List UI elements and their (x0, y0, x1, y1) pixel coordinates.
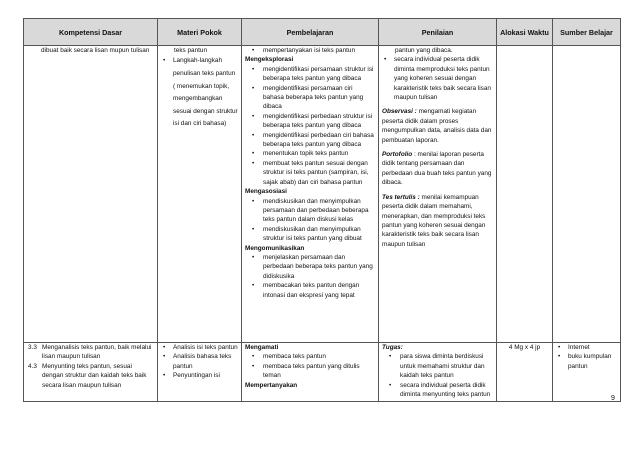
header-kompetensi-dasar: Kompetensi Dasar (24, 19, 158, 46)
list-item: • membaca teks pantun yang ditulis teman (245, 362, 375, 381)
syllabus-table (23, 18, 621, 402)
tes-tertulis-text: menilai kemampuan peserta didik dalam memahami, menerapkan, dan memproduksi teks pantun yang koheren sesuai dengan karakteristik teks baik secara lisan maupun tulisan (382, 193, 486, 248)
section-heading: Mengamati (245, 344, 279, 351)
penilaian-cell (379, 46, 497, 343)
portofolio-paragraph (382, 150, 493, 188)
header-penilaian: Penilaian (379, 19, 497, 46)
kompetensi-item (28, 362, 154, 390)
list-item: • buku kumpulan pantun (556, 352, 617, 371)
header-materi-pokok: Materi Pokok (158, 19, 242, 46)
materi-bullet: • Langkah-langkah penulisan teks pantun ( menemukan topik, mengembangkan sesuai dengan struktur isi dan ciri bahasa) (161, 55, 238, 131)
section-heading: Mengasosiasi (245, 188, 287, 196)
list-item: • mendiskusikan dan menyimpulkan persamaan dan perbedaan beberapa teks pantun dalam diskusi kelas (245, 197, 375, 225)
header-pembelajaran: Pembelajaran (242, 19, 379, 46)
list-item: • mengidentifikasi persamaan struktur isi beberapa teks pantun yang dibaca (245, 65, 375, 84)
materi-cell (158, 46, 242, 343)
list-item: • Analisis bahasa teks pantun (161, 352, 238, 371)
list-item: • para siswa diminta berdiskusi untuk memahami struktur dan kaidah teks pantun (382, 352, 493, 380)
kompetensi-cell (24, 46, 158, 343)
table-row (24, 46, 621, 343)
pembelajaran-cell (242, 46, 379, 343)
kompetensi-number: 3.3 (28, 344, 37, 351)
penilaian-text: pantun yang dibaca. (395, 47, 453, 54)
kompetensi-item (28, 343, 154, 362)
list-item: • menentukan topik teks pantun (245, 149, 375, 158)
portofolio-label: Portofolio (382, 151, 413, 159)
alokasi-cell (497, 343, 553, 402)
section-heading: Mengomunikasikan (245, 244, 305, 252)
section-heading: Mengeksplorasi (245, 56, 294, 64)
table-row (24, 343, 621, 402)
materi-cell (158, 343, 242, 402)
alokasi-value: 4 Mg x 4 jp (508, 344, 541, 351)
portofolio-text: : menilai laporan peserta didik tentang persamaan dan perbedaan dua buah teks pantun yang dibaca. (382, 151, 492, 187)
observasi-text: mengamati kegiatan peserta didik dalam proses mengumpulkan data, analisis data dan pembuatan laporan. (382, 108, 492, 144)
observasi-label: Observasi : (382, 108, 417, 116)
list-item: • membacakan teks pantun dengan intonasi dan ekspresi yang tepat (245, 281, 375, 300)
list-item: • mengidentifikasi perbedaan struktur isi beberapa teks pantun yang dibaca (245, 112, 375, 131)
list-item: • Penyuntingan isi (161, 371, 238, 380)
observasi-paragraph (382, 107, 493, 145)
list-item: • membaca teks pantun (245, 352, 375, 361)
kompetensi-cell (24, 343, 158, 402)
sumber-cell (553, 343, 621, 402)
list-item: • Internet (556, 343, 617, 352)
header-row (24, 19, 621, 46)
tes-tertulis-label: Tes tertulis : (382, 193, 420, 201)
pembelajaran-cell (242, 343, 379, 402)
list-item: • mengidentifikasi persamaan ciri bahasa beberapa teks pantun yang dibaca (245, 84, 375, 112)
kompetensi-text: dibuat baik secara lisan mupun tulisan (41, 47, 150, 54)
sumber-cell (553, 46, 621, 343)
tes-tertulis-paragraph (382, 193, 493, 249)
header-sumber-belajar: Sumber Belajar (553, 19, 621, 46)
list-item: • mempertanyakan isi teks pantun (245, 46, 375, 55)
list-item: • membuat teks pantun sesuai dengan struktur isi teks pantun (sampiran, isi, sajak abab) dan ciri bahasa pantun (245, 159, 375, 187)
list-item: • secara individual peserta didik diminta memproduksi teks pantun yang koheren sesuai dengan karakteristik teks baik secara lisan maupun tulisan (382, 55, 493, 102)
tugas-label: Tugas: (382, 344, 403, 351)
kompetensi-text: Menganalisis teks pantun, baik melalui lisan maupun tulisan (42, 344, 152, 361)
page-number: 9 (611, 395, 615, 402)
list-item: • secara individual peserta didik diminta menyunting teks pantun (382, 381, 493, 400)
header-alokasi-waktu: Alokasi Waktu (497, 19, 553, 46)
alokasi-cell (497, 46, 553, 343)
list-item: • menjelaskan persamaan dan perbedaan beberapa teks pantun yang didiskusika (245, 253, 375, 281)
section-heading: Mempertanyakan (245, 381, 298, 389)
list-item: • Analisis isi teks pantun (161, 343, 238, 352)
kompetensi-text: Menyunting teks pantun, sesuai dengan struktur dan kaidah teks baik secara lisan maupun tulisan (42, 362, 147, 389)
materi-text: teks pantun (174, 47, 208, 54)
kompetensi-number: 4.3 (28, 362, 37, 370)
list-item: • mendiskusikan dan menyimpulkan struktur isi teks pantun yang dibuat (245, 225, 375, 244)
penilaian-cell (379, 343, 497, 402)
list-item: • mengidentifikasi perbedaan ciri bahasa beberapa teks pantun yang dibaca (245, 131, 375, 150)
